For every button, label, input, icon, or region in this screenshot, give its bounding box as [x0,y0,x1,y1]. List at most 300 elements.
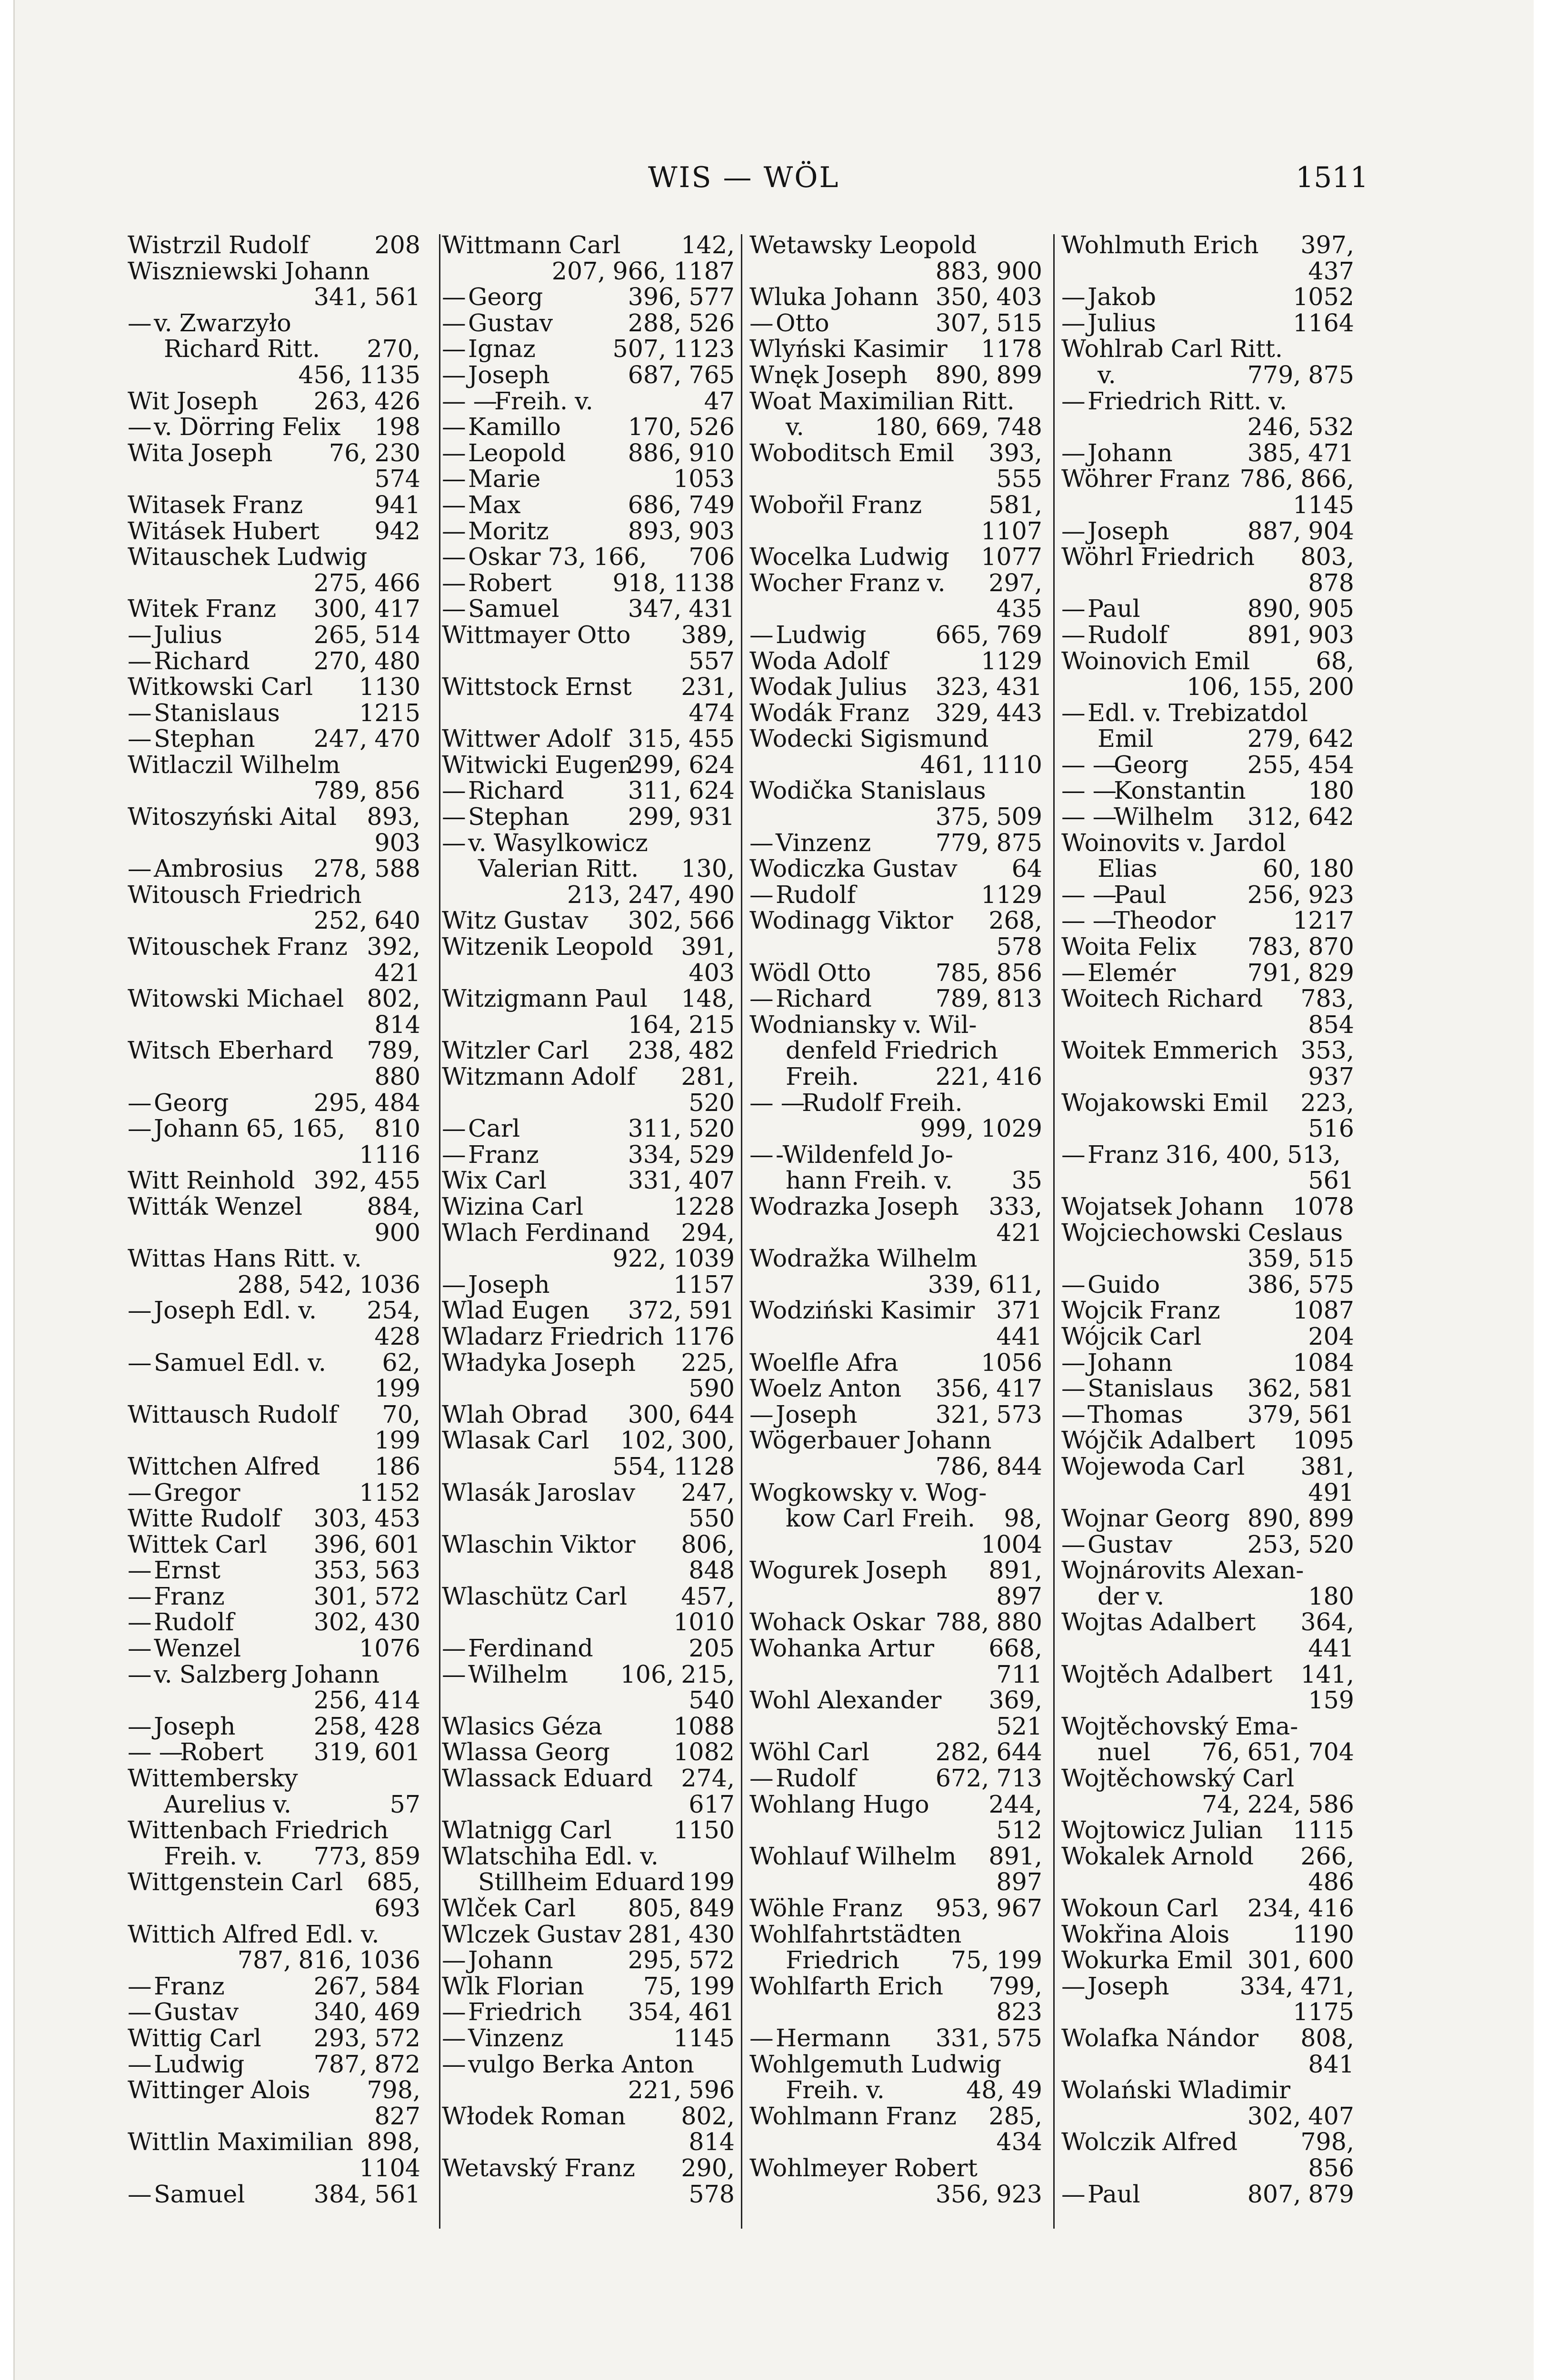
entry-name: Wetavský Franz [442,2153,635,2182]
ditto-mark: — [1061,1374,1086,1403]
page-references: 281, [681,1062,735,1091]
page-references: 521 [996,1712,1042,1740]
page-references: 1004 [981,1530,1042,1558]
index-entry-line [1061,1220,1354,1246]
index-entry-line [442,908,735,934]
index-entry-line [1061,1584,1354,1610]
page-references: 301, 572 [313,1582,420,1610]
page-references: 300, 417 [313,595,420,623]
entry-name: Wodinagg Viktor [749,906,953,935]
page-references: 285, [988,2102,1042,2130]
entry-name: Wittas Hans Ritt. v. [128,1244,362,1273]
index-entry-line [442,1844,735,1870]
index-entry-line [128,726,420,752]
entry-name: Wöhrl Friedrich [1061,543,1255,571]
index-entry-line [1061,726,1354,752]
ditto-mark: — [1061,1270,1086,1299]
index-entry-line [749,856,1042,882]
index-entry-line [1061,2129,1354,2155]
index-entry-line [1061,1636,1354,1662]
index-entry-line [442,1999,735,2025]
page-references: 141, [1300,1660,1354,1688]
index-entry-line [128,388,420,415]
entry-name: Wittstock Ernst [442,673,632,701]
entry-name: Wohanka Artur [749,1634,935,1663]
index-entry-line [442,986,735,1012]
ditto-mark: — — [128,1738,183,1766]
entry-name: Johann [1088,1348,1173,1377]
index-entry-line [442,1116,735,1142]
index-entry-line [128,310,420,337]
entry-name: Wladarz Friedrich [442,1322,664,1350]
index-entry-line [442,336,735,362]
index-entry-line [128,2103,420,2130]
index-entry-line [128,882,420,908]
page-references: 880 [374,1062,420,1091]
index-entry-line [442,1584,735,1610]
index-entry-line [1061,2025,1354,2052]
index-entry-line [1061,1272,1354,1298]
index-entry-line [749,1324,1042,1350]
page-references: 300, 644 [628,1400,735,1428]
entry-name: Stanislaus [154,698,280,727]
page-references: 693 [374,1894,420,1922]
index-entry-line [749,1012,1042,1038]
ditto-mark: — [1061,387,1086,415]
index-entry-line [1061,1532,1354,1558]
index-entry-line [442,726,735,752]
index-entry-line [749,752,1042,778]
index-entry-line [442,232,735,258]
entry-name: Wix Carl [442,1166,547,1195]
page-references: 48, 49 [966,2076,1042,2104]
entry-name: Wolczik Alfred [1061,2128,1238,2156]
index-entry-line [128,934,420,960]
entry-name: Wohlang Hugo [749,1790,929,1818]
index-entry-line [128,1246,420,1272]
entry-name: Gustav [468,308,553,337]
page-references: 311, 520 [628,1114,735,1143]
entry-name: Joseph [468,1270,550,1299]
index-entry-line [749,1869,1042,1895]
page-references: 561 [1308,1166,1354,1195]
index-entry-line [128,1714,420,1740]
entry-name: Wlaschin Viktor [442,1530,636,1558]
index-entry-line [749,310,1042,337]
page-references: 359, 515 [1247,1244,1354,1273]
page-references: 848 [689,1556,735,1585]
entry-name: Friedrich [468,1998,582,2026]
index-entry-line [128,1454,420,1480]
index-entry-line [442,960,735,986]
ditto-mark: — [128,2180,152,2208]
page-references: 347, 431 [628,595,735,623]
entry-name: Witzenik Leopold [442,932,654,961]
index-entry-line [128,1895,420,1922]
index-entry-line [749,1298,1042,1324]
index-entry-line [1061,882,1354,908]
entry-name: Gregor [154,1478,240,1507]
page-references: 221, 596 [628,2076,735,2104]
page-references: 312, 642 [1247,803,1354,831]
index-entry-line [749,804,1042,830]
page-references: 379, 561 [1247,1400,1354,1428]
index-entry-line [128,518,420,545]
index-entry-line [128,1116,420,1142]
entry-name: Wojnárovits Alexan- [1061,1556,1304,1585]
page-references: 841 [1308,2050,1354,2078]
running-header: WIS — WÖL [648,161,840,194]
page-references: 665, 769 [935,620,1042,649]
index-entry-line [1061,336,1354,362]
page-references: 486 [1308,1868,1354,1896]
entry-name: Valerian Ritt. [478,854,639,883]
index-entry-line [1061,1844,1354,1870]
index-entry-line [749,1557,1042,1584]
index-entry-line [128,778,420,804]
page-references: 281, 430 [628,1920,735,1948]
entry-name: Wodička Stanislaus [749,776,986,805]
ditto-mark: — — [1061,803,1117,831]
entry-name: Paul [1088,2180,1140,2208]
page-references: 578 [689,2180,735,2208]
page-references: 74, 224, 586 [1202,1790,1354,1818]
ditto-mark: — [442,1634,466,1663]
page-references: 1076 [359,1634,420,1663]
page-references: 288, 526 [628,308,735,337]
index-entry-line [128,804,420,830]
entry-name: Wojtowicz Julian [1061,1816,1263,1844]
index-entry-line [1061,388,1354,415]
page-references: 70, [382,1400,420,1428]
index-entry-line [128,258,420,285]
page-references: 807, 879 [1247,2180,1354,2208]
index-entry-line [128,1298,420,1324]
ditto-mark: — [442,776,466,805]
index-entry-line [1061,1454,1354,1480]
index-entry-line [749,1999,1042,2025]
entry-name: Marie [468,465,541,493]
entry-name: Emil [1098,724,1154,753]
page-references: 246, 532 [1247,413,1354,441]
index-entry-line [749,1350,1042,1376]
index-entry-line [749,258,1042,285]
index-entry-line [128,284,420,310]
page-references: 1056 [981,1348,1042,1377]
entry-name: Freih. v. [164,1842,263,1870]
ditto-mark: — — [1061,906,1117,935]
index-entry-line [749,492,1042,518]
page-references: 823 [996,1998,1042,2026]
entry-name: Wohlgemuth Ludwig [749,2050,1002,2078]
index-entry-line [128,960,420,986]
index-entry-line [128,1012,420,1038]
page-references: 371 [996,1296,1042,1325]
index-entry-line [1061,1298,1354,1324]
index-entry-line [128,2052,420,2078]
page-references: 856 [1308,2153,1354,2182]
index-entry-line [1061,804,1354,830]
entry-name: Wlaschütz Carl [442,1582,628,1610]
index-entry-line [749,1480,1042,1506]
entry-name: Władyka Joseph [442,1348,636,1377]
page-references: 900 [374,1218,420,1247]
page-references: 456, 1135 [298,360,420,389]
page-references: 787, 872 [313,2050,420,2078]
index-entry-line [749,1609,1042,1636]
index-entry-line [1061,1012,1354,1038]
entry-name: Wöhrer Franz [1061,465,1230,493]
page-references: 802, [681,2102,735,2130]
index-entry-line [749,648,1042,674]
ditto-mark: — [128,698,152,727]
page-references: 303, 453 [313,1504,420,1533]
ditto-mark: — [128,1712,152,1740]
entry-name: Wit Joseph [128,387,259,415]
ditto-mark: — [749,984,774,1013]
entry-name: Edl. v. Trebizatdol [1088,698,1308,727]
page-references: 891, 903 [1247,620,1354,649]
entry-name: Wohack Oskar [749,1608,925,1636]
index-entry-line [442,648,735,674]
index-entry-line [1061,1739,1354,1765]
entry-name: Wizina Carl [442,1192,584,1220]
entry-name: Wittmayer Otto [442,620,631,649]
page-references: 362, 581 [1247,1374,1354,1403]
page-references: 180, 669, 748 [874,413,1042,441]
index-entry-line [749,1584,1042,1610]
entry-name: Wokurka Emil [1061,1946,1233,1974]
page-references: 274, [681,1764,735,1793]
page-references: 319, 601 [313,1738,420,1766]
entry-name: Georg [468,283,543,311]
index-entry-line [749,1090,1042,1116]
ditto-mark: — [128,1478,152,1507]
page-references: 786, 866, [1239,465,1354,493]
directory-page [13,0,1534,2380]
index-entry-line [442,1506,735,1532]
entry-name: Joseph [1088,516,1169,545]
page-references: 294, [681,1218,735,1247]
ditto-mark: — [442,465,466,493]
entry-name: Wodiczka Gustav [749,854,958,883]
entry-name: Wohlmuth Erich [1061,231,1259,259]
page-references: 555 [996,465,1042,493]
index-entry-line [128,362,420,388]
index-entry-line [442,440,735,466]
entry-name: Kamillo [468,413,561,441]
ditto-mark: — [128,308,152,337]
ditto-mark: — [1061,438,1086,467]
index-entry-line [749,674,1042,700]
entry-name: Witousch Friedrich [128,880,362,909]
index-entry-line [749,466,1042,492]
entry-name: Julius [154,620,222,649]
page-references: 315, 455 [628,724,735,753]
ditto-mark: — [442,595,466,623]
index-entry-line [749,1402,1042,1428]
entry-name: Friedrich Ritt. v. [1088,387,1287,415]
ditto-mark: — [128,1348,152,1377]
entry-name: Wodrazka Joseph [749,1192,959,1220]
entry-name: Stillheim Eduard [478,1868,685,1896]
entry-name: Wlad Eugen [442,1296,590,1325]
index-entry-line [1061,1402,1354,1428]
entry-name: Max [468,490,521,519]
page-references: 265, 514 [313,620,420,649]
index-entry-line [1061,1895,1354,1922]
index-entry-line [128,648,420,674]
index-entry-line [1061,1662,1354,1688]
page-references: 299, 624 [628,750,735,779]
entry-name: Woelz Anton [749,1374,902,1403]
page-references: 278, 588 [313,854,420,883]
index-entry-line [442,1895,735,1922]
page-references: 1228 [673,1192,735,1220]
page-references: 706 [689,543,735,571]
page-references: 381, [1300,1452,1354,1480]
entry-name: Wittembersky [128,1764,298,1793]
index-entry-line [442,1714,735,1740]
entry-name: Franz [154,1582,225,1610]
page-references: 223, [1300,1088,1354,1117]
index-entry-line [749,336,1042,362]
ditto-mark: — [128,1556,152,1585]
index-entry-line [1061,1609,1354,1636]
ditto-mark: — [128,2050,152,2078]
entry-name: Wojtěchovský Ema- [1061,1712,1298,1740]
index-entry-line [1061,1869,1354,1895]
page-references: 798, [1300,2128,1354,2156]
page-references: 340, 469 [313,1998,420,2026]
entry-name: Wohlrab Carl Ritt. [1061,335,1283,363]
entry-name: Friedrich [786,1946,900,1974]
index-entry-line [128,1324,420,1350]
page-references: 170, 526 [628,413,735,441]
entry-name: Wohl Alexander [749,1686,942,1715]
index-entry-line [749,1947,1042,1973]
page-references: 803, [1300,543,1354,571]
index-entry-line [128,856,420,882]
column-divider [741,234,742,2229]
page-references: 403 [689,958,735,987]
page-references: 557 [689,646,735,675]
page-references: 159 [1308,1686,1354,1715]
index-entry-line [749,2129,1042,2155]
entry-name: Wöhle Franz [749,1894,903,1922]
index-column-4 [1061,232,1354,2207]
page-references: 252, 640 [313,906,420,935]
page-references: 550 [689,1504,735,1533]
index-entry-line [1061,1428,1354,1454]
index-entry-line [1061,1947,1354,1973]
index-entry-line [1061,310,1354,337]
page-references: 890, 899 [1247,1504,1354,1533]
page-references: 76, 230 [329,438,420,467]
ditto-mark: — [128,1972,152,2000]
index-entry-line [128,1532,420,1558]
entry-name: Wojatsek Johann [1061,1192,1264,1220]
index-entry-line [749,1376,1042,1402]
page-references: 208 [374,231,420,259]
entry-name: Wögerbauer Johann [749,1426,992,1455]
entry-name: Witlaczil Wilhelm [128,750,340,779]
index-entry-line [1061,1480,1354,1506]
index-entry-line [128,2129,420,2155]
ditto-mark: — [749,620,774,649]
entry-name: Moritz [468,516,549,545]
page-references: 581, [988,490,1042,519]
ditto-mark: — [128,1660,152,1688]
index-entry-line [128,1168,420,1194]
entry-name: Wiszniewski Johann [128,257,370,285]
page-references: 711 [996,1660,1042,1688]
page-references: 1217 [1293,906,1354,935]
index-entry-line [442,882,735,908]
index-entry-line [128,1999,420,2025]
index-entry-line [749,518,1042,545]
entry-name: Robert [468,568,552,597]
index-entry-line [749,1739,1042,1765]
page-references: 434 [996,2128,1042,2156]
entry-name: Woda Adolf [749,646,888,675]
index-entry-line [1061,362,1354,388]
index-entry-line [749,2103,1042,2130]
page-references: 334, 529 [628,1140,735,1169]
index-entry-line [128,986,420,1012]
index-entry-line [442,1687,735,1714]
page-references: 64 [1011,854,1042,883]
page-references: 773, 859 [313,1842,420,1870]
ditto-mark: — [128,1608,152,1636]
index-entry-line [1061,960,1354,986]
entry-name: Wlczek Gustav [442,1920,621,1948]
index-column-1 [128,232,420,2207]
page-references: 62, [382,1348,420,1377]
page-references: 789, [367,1036,420,1065]
entry-name: Samuel [468,595,559,623]
entry-name: Witwicki Eugen [442,750,633,779]
ditto-mark: — [442,1660,466,1688]
entry-name: Wittlin Maximilian [128,2128,353,2156]
page-references: 356, 923 [935,2180,1042,2208]
ditto-mark: — [128,620,152,649]
entry-name: Guido [1088,1270,1160,1299]
entry-name: Vinzenz [468,2023,564,2052]
index-entry-line [128,1350,420,1376]
index-entry-line [128,1869,420,1895]
page-references: 339, 611, [928,1270,1042,1299]
page-references: 798, [367,2076,420,2104]
index-entry-line [128,440,420,466]
page-references: 68, [1316,646,1354,675]
index-entry-line [128,336,420,362]
page-references: 1116 [359,1140,420,1169]
entry-name: Wojciechowski Ceslaus [1061,1218,1343,1247]
index-entry-line [749,778,1042,804]
entry-name: Ignaz [468,335,536,363]
page-references: 288, 542, 1036 [237,1270,420,1299]
index-entry-line [128,1090,420,1116]
index-entry-line [442,284,735,310]
page-references: 282, 644 [935,1738,1042,1766]
index-entry-line [442,1220,735,1246]
page-references: 785, 856 [935,958,1042,987]
ditto-mark: — [442,1114,466,1143]
entry-name: Georg [1114,750,1189,779]
entry-name: Samuel Edl. v. [154,1348,326,1377]
entry-name: Wogurek Joseph [749,1556,948,1585]
